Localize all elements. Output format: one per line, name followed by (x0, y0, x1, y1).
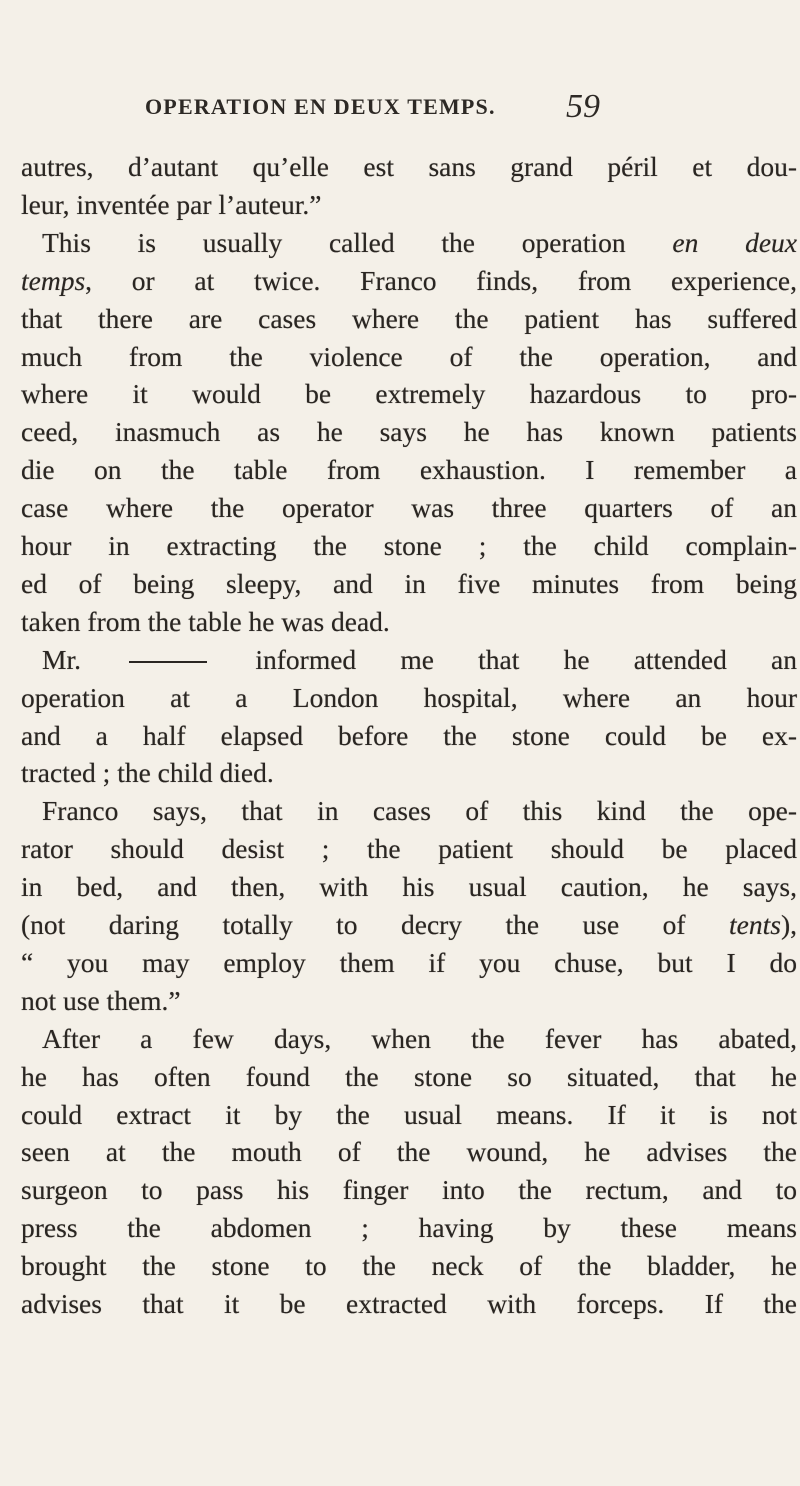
text-line (21, 1173, 797, 1211)
text-segment: “ you may employ them if you chuse, but I do (21, 946, 797, 978)
italic-text: tents (729, 909, 781, 940)
text-line (21, 1287, 797, 1325)
running-head (0, 90, 800, 130)
italic-text: en deux (672, 226, 797, 258)
text-line (21, 681, 797, 719)
text-segment: taken from the table he was dead. (21, 605, 390, 637)
text-segment: rator should desist ; the patient should be placed (21, 833, 797, 865)
italic-text: temps (21, 264, 86, 296)
text-line (21, 984, 181, 1022)
text-line (21, 832, 797, 870)
text-line (21, 302, 797, 340)
text-segment: press the abdomen ; having by these means (21, 1212, 797, 1244)
text-segment: ed of being sleepy, and in five minutes from being (21, 567, 797, 599)
text-line (21, 719, 797, 757)
text-line (42, 226, 797, 264)
text-segment: in bed, and then, with his usual caution, he says, (21, 871, 797, 903)
text-segment: After a few days, when the fever has abated, (42, 1022, 797, 1054)
text-segment: die on the table from exhaustion. I remember a (21, 454, 797, 486)
text-segment: operation at a London hospital, where an hour (21, 681, 797, 713)
text-segment: not use them.” (21, 984, 181, 1016)
text-line (21, 605, 390, 643)
text-segment: (not daring totally to decry the use of (21, 909, 729, 940)
text-line (21, 908, 797, 946)
text-segment: surgeon to pass his finger into the rectum, and to (21, 1174, 797, 1206)
text-segment: advises that it be extracted with forceps. If the (21, 1288, 797, 1319)
text-segment: Mr. (42, 643, 126, 675)
text-segment: leur, inventée par l’auteur.” (21, 188, 322, 220)
text-segment: , or at twice. Franco finds, from experience, (85, 264, 797, 296)
text-line (21, 1060, 797, 1098)
page-number: 59 (566, 88, 600, 125)
text-line (21, 529, 797, 567)
text-line (21, 756, 274, 794)
running-title: OPERATION EN DEUX TEMPS. (145, 94, 496, 119)
text-segment: seen at the mouth of the wound, he advises the (21, 1136, 797, 1168)
text-line (21, 870, 797, 908)
text-segment: autres, d’autant qu’elle est sans grand péril et dou- (21, 151, 797, 182)
text-line (21, 567, 797, 605)
text-segment: hour in extracting the stone ; the child complain- (21, 530, 797, 561)
redaction-dash (129, 661, 207, 663)
text-line (21, 150, 797, 188)
text-line (21, 377, 797, 415)
text-segment: ceed, inasmuch as he says he has known patients (21, 416, 797, 448)
text-segment: could extract it by the usual means. If it is not (21, 1098, 797, 1130)
text-segment: and a half elapsed before the stone could be ex- (21, 719, 797, 751)
text-segment: tracted ; the child died. (21, 757, 274, 789)
text-line (21, 415, 797, 453)
text-line (42, 1022, 797, 1060)
text-line (21, 340, 797, 378)
text-segment: where it would be extremely hazardous to pro- (21, 378, 797, 410)
text-line (21, 453, 797, 491)
text-segment: case where the operator was three quarters of an (21, 492, 797, 524)
text-line (21, 1249, 797, 1287)
text-line (21, 491, 797, 529)
text-segment: Franco says, that in cases of this kind the ope- (42, 795, 797, 827)
text-line (21, 188, 322, 226)
text-segment: much from the violence of the operation, and (21, 340, 797, 372)
text-line (42, 643, 797, 681)
text-segment: brought the stone to the neck of the bladder, he (21, 1250, 797, 1282)
text-line (42, 794, 797, 832)
text-line (21, 1135, 797, 1173)
text-line (21, 1211, 797, 1249)
text-segment: he has often found the stone so situated, that he (21, 1060, 797, 1092)
text-segment: informed me that he attended an (211, 643, 798, 675)
text-line (21, 1098, 797, 1136)
text-segment: that there are cases where the patient has suffered (21, 302, 797, 334)
text-line (21, 946, 797, 984)
text-segment: ), (780, 909, 797, 940)
text-segment: This is usually called the operation (42, 226, 673, 258)
text-line (21, 264, 797, 302)
